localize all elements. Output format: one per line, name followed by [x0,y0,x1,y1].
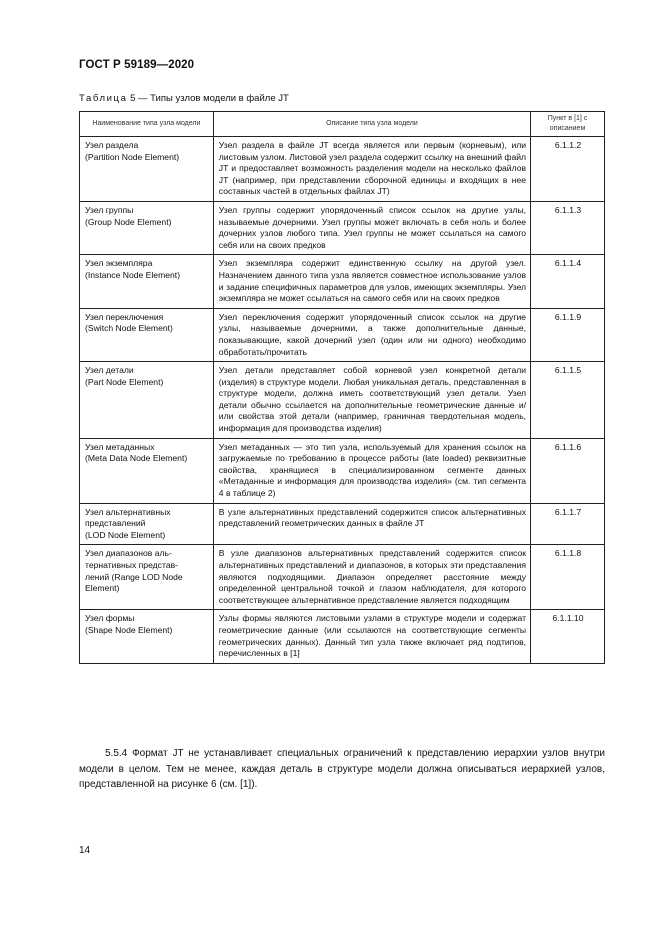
node-type-description: Узел метаданных — это тип узла, используемый для хранения ссылок на загружаемые по требованию в процессе работы (late loaded) реквизитные свойства, хранящиеся в специализированном сегменте данных «Метаданные и информация для производства изделия» (см. тип сегмента 4 в таблице 2) [213,438,530,503]
node-type-description: Узел группы содержит упорядоченный список ссылок на другие узлы, называемые дочерними. Узел группы может включать в себя ноль и более дочерних узлов любого типа. Узел группы не может ссылаться на самого себя или на своих предков [213,201,530,254]
node-type-description: Узел переключения содержит упорядоченный список ссылок на другие узлы, называемые дочерними, а также дополнительные данные, показывающие, какой дочерний узел (один или ни одного) необходимо обработать/прочитать [213,308,530,361]
node-type-name [80,137,214,202]
paragraph-5-5-4 [79,746,605,793]
column-header-reference: Пункт в [1] с описанием [531,112,605,137]
node-type-name-line: (Switch Node Element) [85,323,173,334]
node-type-name-line: Узел альтернативных [85,506,171,517]
node-type-name-line: тернативных представ- [85,560,179,570]
node-type-name-line: (Instance Node Element) [85,269,181,280]
paragraph-text: 5.5.4 Формат JT не устанавливает специальных ограничений к представлению иерархии узлов внутри модели в целом. Тем не менее, каждая деталь в структуре модели должна описываться иерархией узлов, представленной на рисунке 6 (см. [1]). [79,748,605,791]
node-type-name-line: Узел переключения [85,311,164,322]
table-body [80,137,605,664]
node-type-reference: 6.1.1.4 [531,255,605,308]
node-type-reference: 6.1.1.6 [531,438,605,503]
node-type-reference: 6.1.1.7 [531,503,605,545]
node-type-description: Узлы формы являются листовыми узлами в структуре модели и содержат геометрические данные (или ссылаются на соответствующие сегменты геометрических данных). Данный тип узла также включает ряд подтипов, перечисленных в [1] [213,610,530,663]
node-type-description: Узел детали представляет собой корневой узел конкретной детали (изделия) в структуре модели. Любая уникальная деталь, представленная в структуре модели, должна иметь соответствующий узел детали. Узел детали обычно ссылается на дополнительные геометрические данные и/или свойства этой детали (например, граничная твердотельная модель, информация для производства изделия) [213,362,530,439]
node-type-reference: 6.1.1.10 [531,610,605,663]
table-row [80,308,605,361]
node-type-name-line: Узел формы [85,613,135,624]
node-type-name [80,438,214,503]
node-type-name [80,308,214,361]
node-type-name [80,503,214,545]
node-type-name-line: (LOD Node Element) [85,529,166,540]
node-type-name-line: (Partition Node Element) [85,151,180,162]
table-caption-word: Таблица [79,93,128,104]
node-type-name-line: (Meta Data Node Element) [85,453,188,464]
document-header: ГОСТ Р 59189—2020 [79,59,195,71]
column-header-description: Описание типа узла модели [213,112,530,137]
table-row [80,545,605,610]
node-type-name-line: лений (Range LOD Node [85,571,183,582]
node-types-table [79,111,605,664]
node-type-name-line: Узел диапазонов аль- [85,548,172,559]
node-type-name-line: (Shape Node Element) [85,624,173,635]
page-number: 14 [79,845,91,856]
node-type-name [80,362,214,439]
table-row [80,201,605,254]
node-type-name-line: (Part Node Element) [85,376,164,387]
node-type-reference: 6.1.1.5 [531,362,605,439]
table-header-row [80,112,605,137]
column-header-name: Наименование типа узла модели [80,112,214,137]
node-type-name [80,545,214,610]
node-type-reference: 6.1.1.8 [531,545,605,610]
node-type-name-line: Узел группы [85,204,134,215]
node-type-name-line: Узел раздела [85,140,139,150]
table-caption-title: 5 — Типы узлов модели в файле JT [127,93,289,104]
node-type-name-line: Узел метаданных [85,441,155,452]
node-type-name-line: Узел детали [85,365,134,376]
node-type-name [80,610,214,663]
table-row [80,255,605,308]
node-type-description: Узел экземпляра содержит единственную ссылку на другой узел. Назначением данного типа узла является совместное использование узлов и задание специфичных параметров для узлов, имеющих экземпляры. Узел экземпляра не может ссылаться на самого себя или на своих предков [213,255,530,308]
table-row [80,362,605,439]
node-type-reference: 6.1.1.9 [531,308,605,361]
node-type-reference: 6.1.1.3 [531,201,605,254]
node-type-name-line: Узел экземпляра [85,258,153,269]
node-type-description: В узле альтернативных представлений содержится список альтернативных представлений геометрических данных в файле JT [213,503,530,545]
node-type-name-line: Element) [85,583,120,594]
node-type-name-line: (Group Node Element) [85,216,172,227]
table-row [80,137,605,202]
node-type-description: В узле диапазонов альтернативных представлений содержится список альтернативных представлений и диапазонов, в которых эти представления являются подходящими. Диапазон определяет расстояние между определенной центральной точкой и глазом наблюдателя, для которого соответствующее альтернативное представление является подходящим [213,545,530,610]
table-row [80,503,605,545]
node-type-name [80,201,214,254]
node-type-reference: 6.1.1.2 [531,137,605,202]
table-row [80,438,605,503]
node-type-name [80,255,214,308]
node-type-name-line: представлений [85,518,146,529]
node-type-description: Узел раздела в файле JT всегда является или первым (корневым), или листовым узлом. Листовой узел раздела содержит ссылку на внешний файл JT и предоставляет возможность разделения модели на несколько файлов JT (например, при представлении сборочной единицы и входящих в нее составных частей в отдельных файлах JT) [213,137,530,202]
table-row [80,610,605,663]
table-caption [79,93,289,104]
